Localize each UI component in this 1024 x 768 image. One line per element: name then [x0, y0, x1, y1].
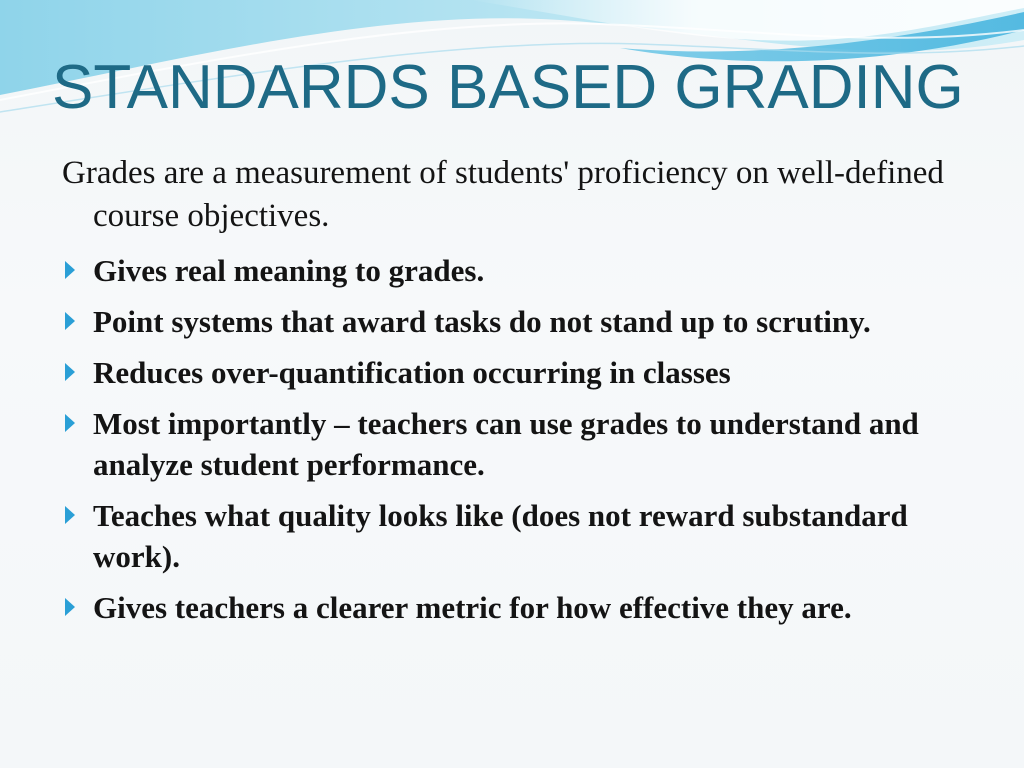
bullet-item: [62, 250, 962, 291]
slide-body: [62, 152, 962, 638]
bullet-item: [62, 495, 962, 577]
triangle-right-icon: [64, 505, 76, 525]
bullet-text: Reduces over-quantification occurring in classes: [93, 355, 731, 390]
bullet-item: [62, 587, 962, 628]
intro-paragraph: Grades are a measurement of students' proficiency on well-defined course objectives.: [62, 155, 944, 234]
triangle-right-icon: [64, 260, 76, 280]
bullet-text: Teaches what quality looks like (does not reward substandard work).: [93, 498, 908, 574]
bullet-list: [62, 250, 962, 628]
triangle-right-icon: [64, 311, 76, 331]
bullet-item: [62, 352, 962, 393]
triangle-right-icon: [64, 362, 76, 382]
triangle-right-icon: [64, 413, 76, 433]
bullet-text: Gives teachers a clearer metric for how effective they are.: [93, 590, 852, 625]
triangle-right-icon: [64, 597, 76, 617]
slide-title: STANDARDS BASED GRADING: [52, 53, 964, 122]
bullet-item: [62, 301, 962, 342]
bullet-text: Point systems that award tasks do not stand up to scrutiny.: [93, 304, 871, 339]
bullet-text: Most importantly – teachers can use grades to understand and analyze student performance.: [93, 406, 919, 482]
bullet-item: [62, 403, 962, 485]
bullet-text: Gives real meaning to grades.: [93, 253, 485, 288]
